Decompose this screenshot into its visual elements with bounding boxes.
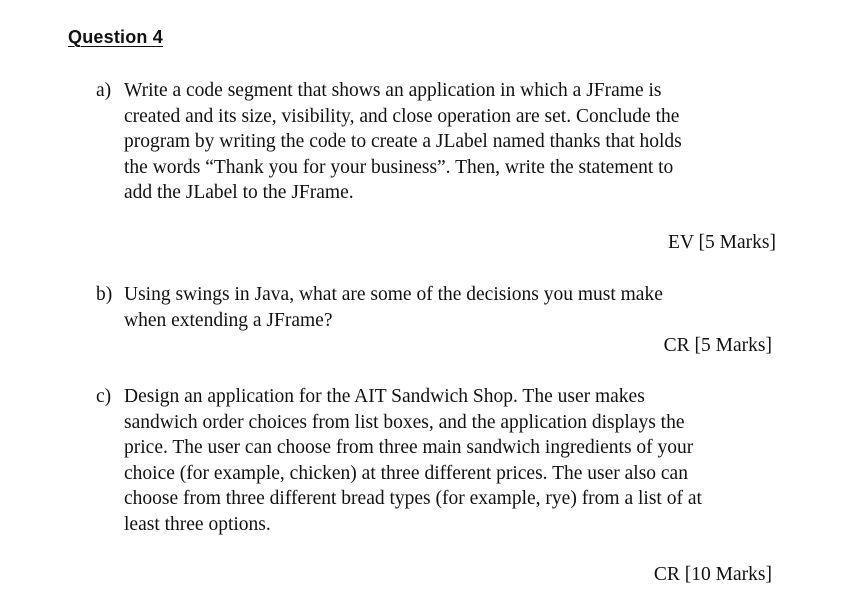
question-heading: Question 4 [68,27,164,47]
part-a-text: Write a code segment that shows an application in which a JFrame is created and its size, visibility, and close operation are set. Conclude the program by writing the code to create a JLabel named thanks that holds the words “Thank you for your business”. Then, write the statement to add the JLabel to the JFrame. [124,80,682,203]
part-a-marks: EV [5 Marks] [668,232,776,253]
part-b-text: Using swings in Java, what are some of the decisions you must make when extending a JFrame? [124,284,663,331]
part-c-label: c) [96,386,112,407]
part-a-label: a) [96,80,112,101]
part-c-marks: CR [10 Marks] [653,564,772,585]
part-b-marks: CR [5 Marks] [663,335,772,356]
part-c-text: Design an application for the AIT Sandwich Shop. The user makes sandwich order choices from list boxes, and the application displays the price. The user can choose from three main sandwich ingredients of your choice (for example, chicken) at three different prices. The user also can choose from three different bread types (for example, rye) from a list of at least three options. [124,386,702,535]
part-b-label: b) [96,284,113,305]
